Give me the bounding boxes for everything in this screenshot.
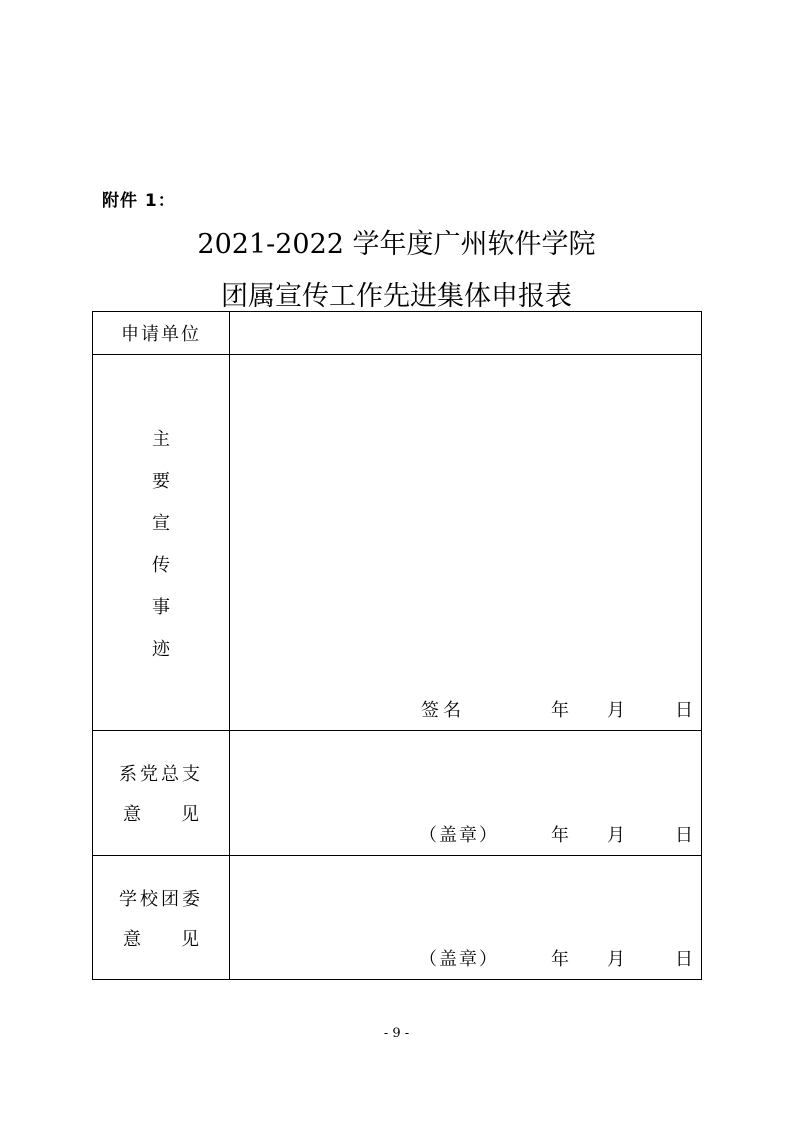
deeds-label-char: 主 (152, 429, 170, 450)
deeds-label-char: 传 (152, 555, 170, 576)
deeds-label-char: 要 (152, 471, 170, 492)
page-number: - 9 - (383, 1026, 410, 1041)
year-label: 年 (551, 700, 569, 721)
deeds-label-char: 事 (152, 597, 170, 618)
attachment-label: 附件 1： (102, 191, 176, 211)
school-league-label-line1: 学校团委 (119, 888, 203, 910)
applicant-unit-row (93, 312, 702, 355)
year-label: 年 (551, 949, 569, 970)
main-deeds-row (93, 355, 702, 731)
seal-label: （盖章） (419, 825, 499, 846)
year-label: 年 (551, 825, 569, 846)
applicant-unit-label: 申请单位 (93, 312, 230, 355)
main-deeds-field[interactable] (230, 355, 702, 731)
day-label: 日 (675, 700, 693, 721)
form-title-line-1: 2021-2022 学年度广州软件学院 (197, 229, 596, 260)
school-league-opinion-field[interactable] (230, 856, 702, 980)
party-branch-label-char: 意 (123, 804, 141, 825)
party-branch-label (93, 731, 230, 856)
deeds-label-char: 迹 (152, 639, 170, 660)
application-form-table (92, 311, 702, 980)
school-league-opinion-row (93, 856, 702, 980)
party-branch-opinion-field[interactable] (230, 731, 702, 856)
seal-label: （盖章） (419, 949, 499, 970)
school-league-label-char: 意 (123, 928, 141, 950)
month-label: 月 (607, 700, 625, 721)
deeds-signature-line (421, 696, 693, 722)
school-seal-line (419, 945, 693, 971)
party-branch-label-line1: 系党总支 (119, 764, 203, 785)
party-branch-label-char: 见 (181, 804, 199, 825)
form-title-line-2: 团属宣传工作先进集体申报表 (221, 281, 572, 312)
party-seal-line (419, 821, 693, 847)
day-label: 日 (675, 949, 693, 970)
deeds-label-char: 宣 (152, 513, 170, 534)
party-branch-opinion-row (93, 731, 702, 856)
school-league-label-char: 见 (181, 928, 199, 950)
month-label: 月 (607, 949, 625, 970)
school-league-label (93, 856, 230, 980)
month-label: 月 (607, 825, 625, 846)
applicant-unit-field[interactable] (230, 312, 702, 355)
signature-label: 签名 (421, 700, 465, 721)
day-label: 日 (675, 825, 693, 846)
main-deeds-label (93, 355, 230, 731)
